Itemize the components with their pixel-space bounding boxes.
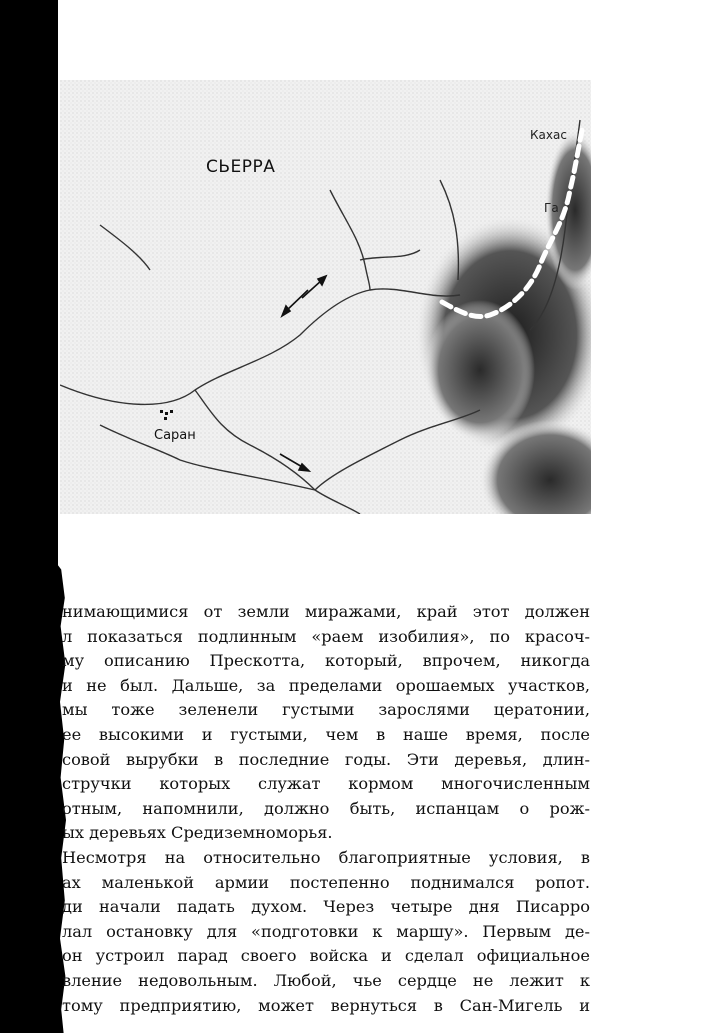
text-line: му описанию Прескотта, который, впрочем, никогда: [62, 651, 590, 671]
text-line: ее высокими и густыми, чем в наше время, после: [62, 724, 590, 744]
text-line: стручки которых служат кормом многочисленным: [62, 774, 590, 794]
book-binding-shadow: [0, 0, 58, 1033]
text-line: совой вырубки в последние годы. Эти деревья, длин-: [62, 749, 590, 769]
map-label-ha: Га: [544, 201, 559, 215]
text-line: вление недовольным. Любой, чье сердце не лежит к: [62, 970, 590, 990]
text-line: нимающимися от земли миражами, край этот должен: [62, 602, 590, 621]
text-line: Несмотря на относительно благоприятные условия, в: [62, 847, 590, 867]
text-line: ди начали падать духом. Через четыре дня Писарро: [62, 897, 590, 917]
map-label-sierra: СЬЕРРА: [206, 157, 276, 177]
text-line: и не был. Дальше, за пределами орошаемых участков,: [62, 675, 590, 695]
text-line: он устроил парад своего войска и сделал официальное: [62, 946, 590, 966]
text-line: л показаться подлинным «раем изобилия», по красоч-: [62, 626, 590, 646]
relief-shade-central: [425, 300, 535, 440]
text-line: тому предприятию, может вернуться в Сан-Мигель и: [62, 995, 590, 1015]
text-line: ах маленькой армии постепенно поднимался ропот.: [62, 872, 590, 892]
text-line: ых деревьях Средиземноморья.: [62, 823, 333, 843]
map-label-caxas: Кахас: [530, 128, 567, 142]
map-label-saran: Саран: [154, 428, 196, 443]
text-line: мы тоже зеленели густыми зарослями цератонии,: [62, 700, 590, 720]
body-text: [62, 600, 590, 1018]
map-drawing: [60, 80, 591, 514]
text-line: лал остановку для «подготовки к маршу». Первым де-: [62, 921, 590, 941]
map-figure: [60, 80, 591, 514]
text-line: отным, напомнили, должно быть, испанцам о рож-: [62, 798, 590, 818]
